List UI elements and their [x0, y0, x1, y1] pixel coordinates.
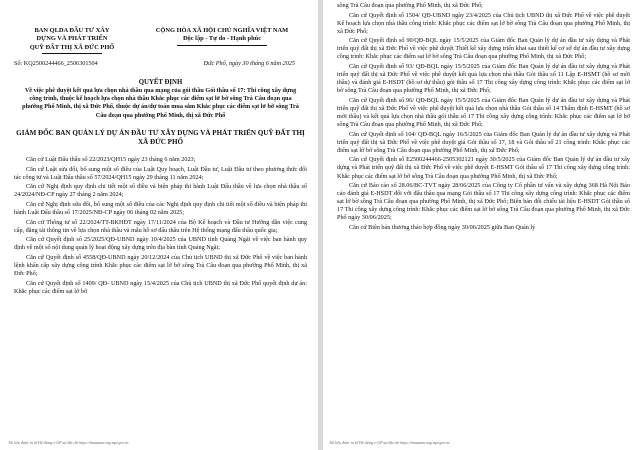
legal-basis-paragraph: Căn cứ Quyết định số 25/2025/QĐ-UBND ngày 10/4/2025 của UBND tỉnh Quảng Ngãi về việc ban hành quy định về một số nội dung quản lý hoạt động xây dựng trên địa bàn tỉnh Quảng Ngãi;: [14, 236, 307, 252]
agency-block: [14, 27, 130, 54]
agency-underline: [42, 53, 102, 54]
legal-basis-paragraph: Căn cứ Quyết định số 4558/QĐ-UBND ngày 20/12/2024 của Chủ tịch UBND thị xã Đức Phổ về việc ban hành lệnh khẩn cấp xây dựng công trình Khắc phục các điểm sạt lở bờ sông Trà Câu đoạn qua phường Phổ Minh, thị xã Đức Phổ;: [14, 254, 307, 278]
legal-basis-paragraph: Căn cứ Báo cáo số 28.06/BC-TVT ngày 28/06/2025 của Công ty Cổ phần tư vấn và xây dựng 368 Hà Nội Báo cáo đánh giá E-HSDT đối với đấu thầu qua mạng Gói thầu số 17 Thi công xây dựng công trình: Khắc phục các điểm sạt lở bờ sông Trà Câu đoạn qua phường Phổ Minh, thị xã Đức Phổ; Biên bản đối chiếu tài liệu E-HSDT Gói thầu số 17 Thi công xây dựng công trình: Khắc phục các điểm sạt lở bờ sông Trà Câu đoạn qua phường Phổ Minh, thị xã Đức Phổ ngày 30/06/2025;: [337, 182, 630, 222]
nation-block: [137, 27, 307, 54]
document-number: Số: KQ2500244466_2506301504: [14, 60, 98, 68]
agency-line-3: QUỸ ĐẤT THỊ XÃ ĐỨC PHỔ: [29, 43, 115, 51]
legal-basis-paragraph: Căn cứ Thông tư số 22/2024/TT-BKHĐT ngày 17/11/2024 của Bộ Kế hoạch và Đầu tư Hướng dẫn việc cung cấp, đăng tải thông tin về lựa chọn nhà thầu và mẫu hồ sơ đấu thầu trên Hệ thống mạng đấu thầu quốc gia;: [14, 218, 307, 234]
legal-basis-paragraph: Căn cứ Biên bản thương thảo hợp đồng ngày 30/06/2025 giữa Ban Quản lý: [349, 223, 536, 231]
legal-basis-paragraph: Căn cứ Quyết định số E2500244466-2505302121 ngày 30/5/2025 của Giám đốc Ban Quản lý dự án đầu tư xây dựng và Phát triển quỹ đất thị xã Đức Phổ về việc phê duyệt E-HSMT Gói thầu số 17 Thi công xây dựng công trình: Khắc phục các điểm sạt lở bờ sông Trà Câu đoạn qua phường Phổ Minh, thị xã Đức Phổ;: [337, 156, 630, 180]
motto-underline: [177, 45, 267, 46]
page2-body: [337, 2, 630, 232]
page1-body: [14, 156, 307, 296]
document-page-1: [0, 0, 317, 450]
legal-basis-paragraph: Căn cứ Quyết định số 93/ QĐ-BQL ngày 15/5/2025 của Giám đốc Ban Quản lý dự án đầu tư xây dựng và Phát triển quỹ đất thị xã Đức Phổ về việc phê duyệt kết quả lựa chọn nhà thầu Gói thầu số 11 Lập E-HSMT (hồ sơ mời thầu) và đánh giá E-HSDT (hồ sơ dự thầu) gói thầu số 17 Thi công xây dựng công trình: Khắc phục các điểm sạt lở bờ sông Trà Câu đoạn qua phường Phổ Minh, thị xã Đức Phổ;: [337, 63, 630, 95]
nation-name: CỘNG HÒA XÃ HỘI CHỦ NGHĨA VIỆT NAM: [155, 27, 289, 34]
legal-basis-paragraph: Căn cứ Quyết định số 1409/ QĐ- UBND ngày 15/4/2025 của Chủ tịch UBND thị xã Đức Phổ quyết định dự án: Khắc phục các điểm sạt lở bờ: [14, 279, 307, 295]
document-page-2: [323, 0, 640, 450]
legal-basis-paragraph: Căn cứ Nghị định quy định chi tiết một số điều và biện pháp thi hành Luật Đấu thầu về lựa chọn nhà thầu số 24/2024/NĐ-CP ngày 27 tháng 2 năm 2024;: [14, 183, 307, 199]
agency-line-1: BAN QLDA ĐẦU TƯ XÂY: [34, 27, 110, 34]
legal-basis-paragraph: sông Trà Câu đoạn qua phường Phổ Minh, thị xã Đức Phổ;: [337, 2, 483, 9]
document-header: [14, 27, 307, 54]
page-footer: Tài liệu được in từ Hệ thống e-GP tại địa chỉ https://muasamcong.mpi.gov.vn: [329, 441, 450, 445]
legal-basis-paragraph: Căn cứ Quyết định số 104/ QĐ-BQL ngày 16/5/2025 của Giám đốc Ban Quản lý dự án đầu tư xây dựng và Phát triển quỹ đất thị xã Đức Phổ về việc phê duyệt giá Gói thầu số 17, 18 và Gói thầu số 21 công trình: Khắc phục các điểm sạt lở bờ sông Trà Câu đoạn qua phường Phổ Minh, thị xã Đức Phổ;: [337, 130, 630, 154]
decision-subject: Về việc phê duyệt kết quả lựa chọn nhà thầu qua mạng của gói thầu Gói thầu số 17: Thi công xây dựng công trình, thuộc kế hoạch lựa chọn nhà thầu Khắc phục các điểm sạt lở bờ sông Trà Câu đoạn qua phường Phổ Minh, thị xã Đức Phổ, thuộc dự án/dự toán mua sắm Khắc phục các điểm sạt lở bờ sông Trà Câu đoạn qua phường Phổ Minh, thị xã Đức Phổ: [22, 87, 299, 119]
agency-line-2: DỰNG VÀ PHÁT TRIỂN: [36, 35, 108, 43]
legal-basis-paragraph: Căn cứ Quyết định số 90/QĐ-BQL ngày 15/5/2025 của Giám đốc Ban Quản lý dự án đầu tư xây dựng và Phát triển quỹ đất thị xã Đức Phổ về việc phê duyệt Thiết kế xây dựng triển khai sau thiết kế cơ sở dự án đầu tư xây dựng công trình: Khắc phục các điểm sạt lở bờ sông Trà Câu đoạn qua phường Phổ Minh, thị xã Đức Phổ;: [337, 37, 630, 61]
legal-basis-paragraph: Căn cứ Luật sửa đổi, bổ sung một số điều của Luật Quy hoạch, Luật Đầu tư, Luật Đầu tư theo phương thức đối tác công tư và Luật Đấu thầu số 57/2024/QH15 ngày 29 tháng 11 năm 2024;: [14, 165, 307, 181]
decision-title: QUYẾT ĐỊNH: [138, 79, 183, 87]
legal-basis-paragraph: Căn cứ Luật Đấu thầu số 22/2023/QH15 ngày 23 tháng 6 năm 2023;: [26, 156, 196, 163]
issuing-authority: GIÁM ĐỐC BAN QUẢN LÝ DỰ ÁN ĐẦU TƯ XÂY DỰNG VÀ PHÁT TRIỂN QUỸ ĐẤT THỊ XÃ ĐỨC PHỔ: [16, 128, 305, 146]
number-date-row: [14, 60, 307, 67]
legal-basis-paragraph: Căn cứ Quyết định số 96/ QĐ-BQL ngày 15/5/2025 của Giám đốc Ban Quản lý dự án đầu tư xây dựng và Phát triển quỹ đất thị xã Đức Phổ về việc phê duyệt kết quả lựa chọn nhà thầu Gói thầu số 14 Thẩm định E-HSMT (hồ sơ mời thầu) và kết quả lựa chọn nhà thầu gói thầu số 17 Thi công xây dựng công trình: Khắc phục các điểm sạt lở bờ sông Trà Câu đoạn qua phường Phổ Minh, thị xã Đức Phổ;: [337, 96, 630, 129]
legal-basis-paragraph: Căn cứ Nghị định sửa đổi, bổ sung một số điều của các Nghị định quy định chi tiết một số điều và biện pháp thi hành Luật Đấu thầu số 17/2025/NĐ-CP ngày 06 tháng 02 năm 2025;: [14, 201, 307, 217]
place-date: Đức Phổ, ngày 30 tháng 6 năm 2025: [203, 60, 295, 68]
nation-motto: Độc lập - Tự do - Hạnh phúc: [182, 35, 262, 43]
page-footer: Tài liệu được in từ Hệ thống e-GP tại địa chỉ https://muasamcong.mpi.gov.vn: [8, 441, 129, 445]
legal-basis-paragraph: Căn cứ Quyết định số 1504/ QĐ-UBND ngày 23/4/2025 của Chủ tịch UBND thị xã Đức Phổ về việc phê duyệt Kế hoạch lựa chọn nhà thầu công trình: Khắc phục các điểm sạt lở bờ sông Trà Câu đoạn qua phường Phổ Minh, thị xã Đức Phổ;: [337, 11, 630, 35]
